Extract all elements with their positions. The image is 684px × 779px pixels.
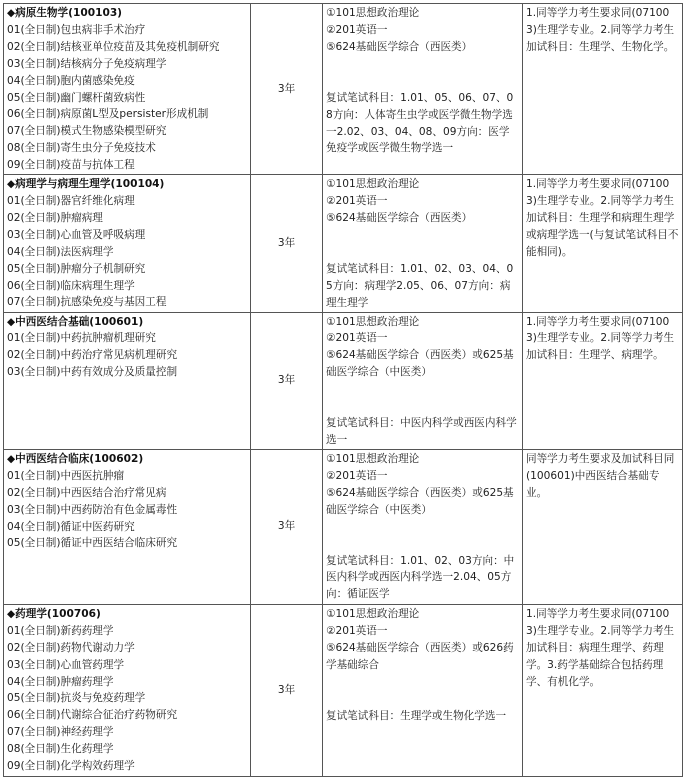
exam-subject: ①101思想政治理论 bbox=[326, 178, 420, 191]
study-years: 3年 bbox=[251, 449, 323, 604]
exam-subjects-cell bbox=[323, 4, 523, 175]
catalog-body bbox=[4, 4, 683, 777]
major-title: ◆病理学与病理生理学(100104) bbox=[7, 178, 165, 191]
research-direction: 07(全日制)抗感染免疫与基因工程 bbox=[7, 296, 167, 309]
exam-subject: ②201英语一 bbox=[326, 469, 388, 482]
research-direction: 03(全日制)心血管药理学 bbox=[7, 658, 125, 671]
spacer bbox=[326, 227, 519, 261]
exam-subjects-cell bbox=[323, 449, 523, 604]
major-row bbox=[4, 604, 683, 776]
research-direction: 01(全日制)中药抗肿瘤机理研究 bbox=[7, 332, 156, 345]
exam-subject: ⑤624基础医学综合（西医类）或626药学基础综合 bbox=[326, 641, 514, 671]
notes-cell bbox=[523, 4, 683, 175]
research-direction: 09(全日制)疫苗与抗体工程 bbox=[7, 159, 135, 172]
retest-subjects: 复试笔试科目：1.01、02、03、04、05方向：病理学2.05、06、07方向：病理生理学 bbox=[326, 262, 514, 309]
research-direction: 02(全日制)中药治疗常见病机理研究 bbox=[7, 349, 178, 362]
research-direction: 07(全日制)神经药理学 bbox=[7, 726, 114, 739]
exam-subject: ⑤624基础医学综合（西医类）或625基础医学综合（中医类） bbox=[326, 486, 514, 516]
research-direction: 03(全日制)中西药防治有色金属毒性 bbox=[7, 503, 178, 516]
directions-cell bbox=[4, 604, 251, 776]
study-years: 3年 bbox=[251, 4, 323, 175]
research-direction: 02(全日制)结核亚单位疫苗及其免疫机制研究 bbox=[7, 40, 220, 53]
directions-cell bbox=[4, 4, 251, 175]
research-direction: 06(全日制)临床病理生理学 bbox=[7, 279, 135, 292]
major-row bbox=[4, 449, 683, 604]
exam-subject: ⑤624基础医学综合（西医类） bbox=[326, 211, 473, 224]
exam-subjects-cell bbox=[323, 312, 523, 449]
major-row bbox=[4, 312, 683, 449]
exam-subject: ②201英语一 bbox=[326, 624, 388, 637]
equivalent-qualification-notes: 1.同等学力考生要求同(071003)生理学专业。2.同等学力考生加试科目：生理学和病理生理学或病理学选一(与复试笔试科目不能相同)。 bbox=[526, 178, 679, 258]
equivalent-qualification-notes: 同等学力考生要求及加试科目同(100601)中西医结合基础专业。 bbox=[526, 452, 675, 499]
major-title: ◆中西医结合基础(100601) bbox=[7, 315, 144, 328]
research-direction: 02(全日制)肿瘤病理 bbox=[7, 211, 103, 224]
major-title: ◆中西医结合临床(100602) bbox=[7, 452, 144, 465]
major-row bbox=[4, 175, 683, 312]
research-direction: 01(全日制)新药药理学 bbox=[7, 624, 114, 637]
research-direction: 09(全日制)化学构效药理学 bbox=[7, 760, 135, 773]
exam-subjects-cell bbox=[323, 604, 523, 776]
research-direction: 02(全日制)中西医结合治疗常见病 bbox=[7, 486, 167, 499]
research-direction: 05(全日制)肿瘤分子机制研究 bbox=[7, 262, 146, 275]
notes-cell bbox=[523, 604, 683, 776]
research-direction: 02(全日制)药物代谢动力学 bbox=[7, 641, 135, 654]
research-direction: 05(全日制)循证中西医结合临床研究 bbox=[7, 537, 178, 550]
spacer bbox=[326, 674, 519, 708]
research-direction: 07(全日制)模式生物感染模型研究 bbox=[7, 125, 167, 138]
notes-cell bbox=[523, 175, 683, 312]
retest-subjects: 复试笔试科目：1.01、02、03方向：中医内科学或西医内科学选一2.04、05方向：循证医学 bbox=[326, 554, 515, 601]
research-direction: 03(全日制)结核病分子免疫病理学 bbox=[7, 57, 167, 70]
spacer bbox=[326, 381, 519, 415]
retest-subjects: 复试笔试科目：中医内科学或西医内科学选一 bbox=[326, 417, 517, 447]
study-years: 3年 bbox=[251, 312, 323, 449]
equivalent-qualification-notes: 1.同等学力考生要求同(071003)生理学专业。2.同等学力考生加试科目：生理学、病理学。 bbox=[526, 315, 675, 362]
major-title: ◆病原生物学(100103) bbox=[7, 7, 123, 19]
research-direction: 06(全日制)病原菌L型及persister形成机制 bbox=[7, 108, 209, 121]
study-years: 3年 bbox=[251, 175, 323, 312]
directions-cell bbox=[4, 175, 251, 312]
exam-subject: ②201英语一 bbox=[326, 194, 388, 207]
research-direction: 01(全日制)中西医抗肿瘤 bbox=[7, 469, 125, 482]
research-direction: 08(全日制)寄生虫分子免疫技术 bbox=[7, 142, 156, 155]
research-direction: 01(全日制)包虫病非手术治疗 bbox=[7, 23, 146, 36]
directions-cell bbox=[4, 449, 251, 604]
exam-subject: ②201英语一 bbox=[326, 23, 388, 36]
study-years: 3年 bbox=[251, 604, 323, 776]
exam-subject: ⑤624基础医学综合（西医类）或625基础医学综合（中医类） bbox=[326, 349, 514, 379]
equivalent-qualification-notes: 1.同等学力考生要求同(071003)生理学专业。2.同等学力考生加试科目：生理学、生物化学。 bbox=[526, 7, 675, 53]
research-direction: 04(全日制)胞内菌感染免疫 bbox=[7, 74, 135, 87]
research-direction: 04(全日制)法医病理学 bbox=[7, 245, 114, 258]
exam-subjects-cell bbox=[323, 175, 523, 312]
research-direction: 01(全日制)器官纤维化病理 bbox=[7, 194, 135, 207]
research-direction: 08(全日制)生化药理学 bbox=[7, 743, 114, 756]
major-row bbox=[4, 4, 683, 175]
spacer bbox=[326, 56, 519, 90]
notes-cell bbox=[523, 449, 683, 604]
research-direction: 05(全日制)抗炎与免疫药理学 bbox=[7, 692, 146, 705]
directions-cell bbox=[4, 312, 251, 449]
research-direction: 04(全日制)循证中医药研究 bbox=[7, 520, 135, 533]
research-direction: 05(全日制)幽门螺杆菌致病性 bbox=[7, 91, 146, 104]
exam-subject: ①101思想政治理论 bbox=[326, 452, 420, 465]
research-direction: 03(全日制)心血管及呼吸病理 bbox=[7, 228, 146, 241]
notes-cell bbox=[523, 312, 683, 449]
research-direction: 04(全日制)肿瘤药理学 bbox=[7, 675, 114, 688]
retest-subjects: 复试笔试科目：1.01、05、06、07、08方向：人体寄生虫学或医学微生物学选一2.02、03、04、08、09方向：医学免疫学或医学微生物学选一 bbox=[326, 91, 514, 155]
exam-subject: ②201英语一 bbox=[326, 332, 388, 345]
equivalent-qualification-notes: 1.同等学力考生要求同(071003)生理学专业。2.同等学力考生加试科目：病理生理学、药理学。3.药学基础综合包括药理学、有机化学。 bbox=[526, 607, 675, 688]
spacer bbox=[326, 519, 519, 553]
research-direction: 03(全日制)中药有效成分及质量控制 bbox=[7, 366, 178, 379]
program-catalog-table bbox=[3, 3, 683, 777]
exam-subject: ①101思想政治理论 bbox=[326, 607, 420, 620]
major-title: ◆药理学(100706) bbox=[7, 607, 101, 620]
exam-subject: ⑤624基础医学综合（西医类） bbox=[326, 40, 473, 53]
research-direction: 06(全日制)代谢综合征治疗药物研究 bbox=[7, 709, 178, 722]
retest-subjects: 复试笔试科目：生理学或生物化学选一 bbox=[326, 709, 507, 722]
exam-subject: ①101思想政治理论 bbox=[326, 7, 420, 19]
exam-subject: ①101思想政治理论 bbox=[326, 315, 420, 328]
